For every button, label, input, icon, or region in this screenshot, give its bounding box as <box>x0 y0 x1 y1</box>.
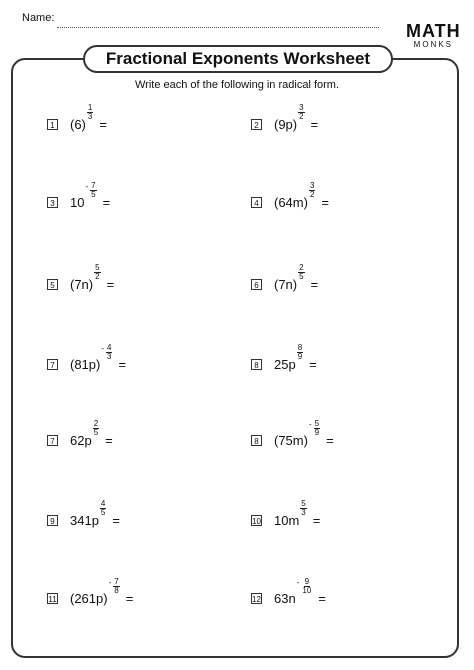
problem-exponent <box>100 500 106 517</box>
problem-number: 8 <box>251 435 262 446</box>
problem-exponent <box>94 264 100 281</box>
equals-sign: = <box>105 433 113 448</box>
problem-base: (7n) <box>70 277 94 292</box>
problem-number: 6 <box>251 279 262 290</box>
exponent-fraction <box>93 420 99 437</box>
name-label: Name: <box>22 12 55 24</box>
exponent-denominator: 2 <box>299 112 304 121</box>
exponent-denominator: 5 <box>93 428 99 437</box>
exponent-numerator: 5 <box>95 263 100 272</box>
exponent-fraction <box>297 344 303 361</box>
math-monks-logo <box>406 22 461 50</box>
problem-item <box>47 576 133 606</box>
problem-exponent <box>298 104 304 121</box>
equals-sign: = <box>321 195 329 210</box>
exponent-sign: - <box>296 578 300 587</box>
problem-base: 25p <box>274 357 296 372</box>
problem-exponent <box>297 344 303 361</box>
equals-sign: = <box>326 433 334 448</box>
problem-exponent <box>309 420 320 437</box>
equals-sign: = <box>106 277 115 292</box>
problem-base: (64m) <box>274 195 308 210</box>
equals-sign: = <box>310 117 319 132</box>
equals-sign: = <box>318 591 326 606</box>
problem-item <box>251 498 320 528</box>
exponent-denominator: 5 <box>91 190 96 199</box>
exponent-numerator: 8 <box>297 343 303 352</box>
logo-main-text: MATH <box>406 21 461 41</box>
exponent-denominator: 3 <box>107 352 112 361</box>
exponent-fraction <box>94 264 100 281</box>
problem-item <box>251 576 326 606</box>
exponent-fraction <box>301 578 312 595</box>
equals-sign: = <box>118 357 127 372</box>
problem-item <box>47 418 113 448</box>
exponent-sign: - <box>308 420 312 429</box>
problem-base: 62p <box>70 433 92 448</box>
exponent-denominator: 2 <box>95 272 100 281</box>
problem-exponent <box>297 578 313 595</box>
equals-sign: = <box>312 513 321 528</box>
equals-sign: = <box>309 357 317 372</box>
exponent-fraction <box>314 420 320 437</box>
problem-base: (81p) <box>70 357 101 372</box>
equals-sign: = <box>99 117 107 132</box>
equals-sign: = <box>125 591 134 606</box>
exponent-sign: - <box>108 578 112 587</box>
problem-item <box>251 262 318 292</box>
problem-exponent <box>101 344 112 361</box>
exponent-numerator: 2 <box>93 419 99 428</box>
exponent-denominator: 10 <box>302 586 312 595</box>
problem-number: 5 <box>47 279 58 290</box>
problem-number: 10 <box>252 517 261 526</box>
problem-exponent <box>298 264 304 281</box>
exponent-fraction <box>298 104 304 121</box>
problem-exponent <box>109 578 120 595</box>
problem-base: (261p) <box>70 591 108 606</box>
problem-number: 7 <box>47 435 58 446</box>
problem-base: (9p) <box>274 117 298 132</box>
exponent-numerator: 4 <box>100 499 106 508</box>
exponent-fraction <box>298 264 304 281</box>
exponent-denominator: 5 <box>299 272 304 281</box>
problem-base: (75m) <box>274 433 308 448</box>
problem-item <box>47 102 107 132</box>
exponent-fraction <box>106 344 112 361</box>
exponent-numerator: 1 <box>87 103 93 112</box>
exponent-fraction <box>309 182 315 199</box>
exponent-fraction <box>100 500 106 517</box>
problem-exponent <box>85 182 96 199</box>
exponent-fraction <box>300 500 306 517</box>
exponent-numerator: 3 <box>299 103 304 112</box>
problem-item <box>251 180 329 210</box>
problem-base: (7n) <box>274 277 298 292</box>
problem-number: 12 <box>252 595 261 604</box>
exponent-fraction <box>87 104 93 121</box>
problem-base: 10 <box>70 195 85 210</box>
problem-base: 10m <box>274 513 300 528</box>
problem-number: 2 <box>251 119 262 130</box>
problem-item <box>47 262 114 292</box>
equals-sign: = <box>112 513 120 528</box>
exponent-denominator: 9 <box>297 352 303 361</box>
exponent-fraction <box>90 182 96 199</box>
exponent-numerator: 2 <box>299 263 304 272</box>
problem-base: 341p <box>70 513 99 528</box>
problem-base: (6) <box>70 117 86 132</box>
exponent-denominator: 3 <box>87 112 93 121</box>
logo-sub-text: MONKS <box>413 40 453 49</box>
exponent-denominator: 8 <box>114 586 119 595</box>
exponent-numerator: 5 <box>301 499 306 508</box>
problem-number: 9 <box>47 515 58 526</box>
problem-exponent <box>93 420 99 437</box>
problem-number: 1 <box>47 119 58 130</box>
equals-sign: = <box>310 277 319 292</box>
exponent-fraction <box>113 578 119 595</box>
problem-item <box>47 180 110 210</box>
problem-exponent <box>309 182 315 199</box>
exponent-denominator: 9 <box>314 428 320 437</box>
exponent-denominator: 2 <box>309 190 315 199</box>
exponent-denominator: 3 <box>301 508 306 517</box>
problem-item <box>251 418 334 448</box>
exponent-numerator: 9 <box>304 577 310 586</box>
exponent-sign: - <box>101 344 105 353</box>
problem-number: 3 <box>47 197 58 208</box>
exponent-numerator: 7 <box>114 577 119 586</box>
exponent-sign: - <box>85 182 89 191</box>
problem-item <box>251 342 317 372</box>
worksheet-title: Fractional Exponents Worksheet <box>83 45 393 73</box>
problem-base: 63n <box>274 591 296 606</box>
name-line[interactable] <box>57 27 379 28</box>
exponent-numerator: 3 <box>309 181 315 190</box>
exponent-denominator: 5 <box>100 508 106 517</box>
exponent-numerator: 7 <box>91 181 96 190</box>
exponent-numerator: 4 <box>107 343 112 352</box>
problem-exponent <box>300 500 306 517</box>
problem-item <box>47 342 126 372</box>
instructions: Write each of the following in radical form. <box>135 79 339 91</box>
problem-item <box>47 498 120 528</box>
exponent-numerator: 5 <box>314 419 320 428</box>
problem-number: 7 <box>47 359 58 370</box>
problem-number: 4 <box>251 197 262 208</box>
problem-number: 8 <box>251 359 262 370</box>
problem-exponent <box>87 104 93 121</box>
problem-item <box>251 102 318 132</box>
equals-sign: = <box>102 195 111 210</box>
problem-number: 11 <box>48 595 57 604</box>
